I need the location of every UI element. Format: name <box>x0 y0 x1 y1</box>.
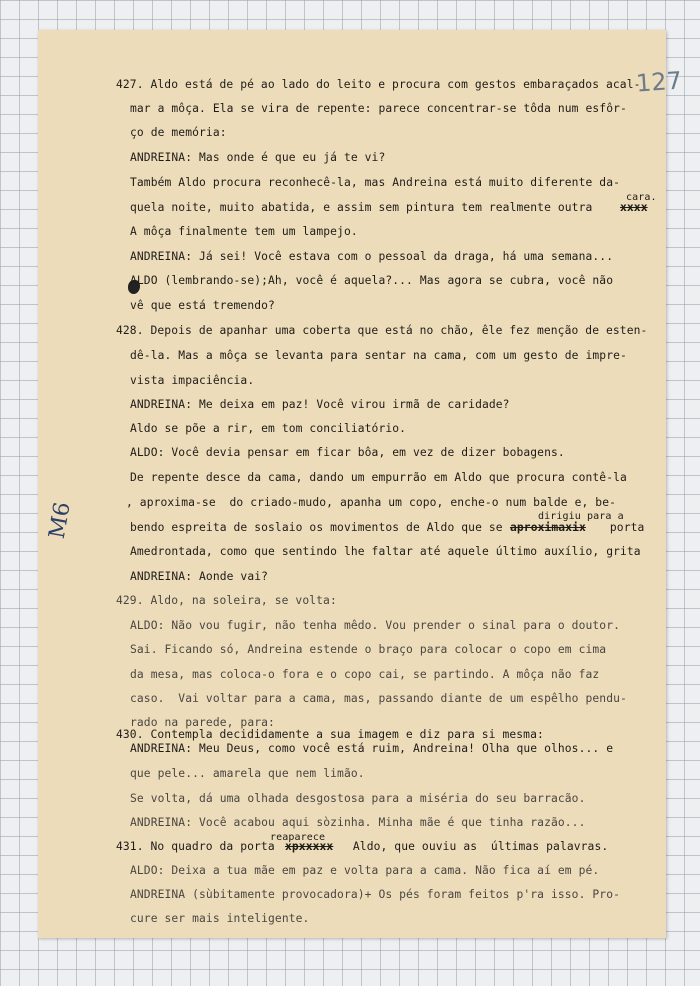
text-line: ANDREINA: Meu Deus, como você está ruim, Andreina! Olha que olhos... e <box>130 742 614 755</box>
text-line: Aldo, que ouviu as últimas palavras. <box>346 840 609 853</box>
text-line: ANDREINA: Aonde vai? <box>130 570 269 583</box>
text-line: vista impaciência. <box>130 374 255 387</box>
text-line: ALDO: Deixa a tua mãe em paz e volta para a cama. Não fica aí em pé. <box>130 864 600 877</box>
struck-out-text: aproximaxix <box>510 521 586 534</box>
text-line: 428. Depois de apanhar uma coberta que está no chão, êle fez menção de esten- <box>116 324 648 337</box>
text-line: Se volta, dá uma olhada desgostosa para a miséria do seu barracão. <box>130 792 586 805</box>
text-line: Também Aldo procura reconhecê-la, mas Andreina está muito diferente da- <box>130 176 620 189</box>
text-line: ANDREINA: Você acabou aqui sòzinha. Minha mãe é que tinha razão... <box>130 816 586 829</box>
text-line: mar a môça. Ela se vira de repente: parece concentrar-se tôda num esfôr- <box>130 102 627 115</box>
text-line: ANDREINA: Já sei! Você estava com o pessoal da draga, há uma semana... <box>130 250 614 263</box>
text-line: dê-la. Mas a môça se levanta para sentar na cama, com um gesto de impre- <box>130 349 627 362</box>
text-line: Amedrontada, como que sentindo lhe faltar até aquele último auxílio, grita <box>130 545 641 558</box>
text-line: De repente desce da cama, dando um empurrão em Aldo que procura contê-la <box>130 471 627 484</box>
text-line: 430. Contempla decididamente a sua imagem e diz para si mesma: <box>116 728 544 741</box>
text-line: Aldo se põe a rir, em tom conciliatório. <box>130 422 407 435</box>
text-line: 431. No quadro da porta <box>116 840 282 853</box>
text-line: Sai. Ficando só, Andreina estende o braço para colocar o copo em cima <box>130 643 607 656</box>
text-line: cure ser mais inteligente. <box>130 912 310 925</box>
text-line: porta <box>603 521 645 534</box>
page-number: 127 <box>635 66 683 98</box>
struck-out-text: xpxxxxx <box>285 840 334 853</box>
text-line: bendo espreita de soslaio os movimentos de Aldo que se <box>130 521 510 534</box>
text-line: da mesa, mas coloca-o fora e o copo cai, se partindo. A môça não faz <box>130 668 600 681</box>
text-line: caso. Vai voltar para a cama, mas, passando diante de um espêlho pendu- <box>130 692 627 705</box>
handwritten-insertion: reaparece <box>270 832 326 843</box>
text-line: ANDREINA: Me deixa em paz! Você virou irmã de caridade? <box>130 398 510 411</box>
text-line: quela noite, muito abatida, e assim sem pintura tem realmente outra <box>130 201 600 214</box>
text-line: ALDO (lembrando-se);Ah, você é aquela?... Mas agora se cubra, você não <box>130 274 614 287</box>
handwritten-insertion: cara. <box>626 192 657 203</box>
text-line: rado na parede, para: <box>130 716 275 729</box>
text-line: 429. Aldo, na soleira, se volta: <box>116 594 337 607</box>
text-line: vê que está tremendo? <box>130 299 275 312</box>
text-line: ANDREINA: Mas onde é que eu já te vi? <box>130 151 386 164</box>
text-line: , aproxima-se do criado-mudo, apanha um copo, enche-o num balde e, be- <box>126 496 616 509</box>
text-line: ANDREINA (sùbitamente provocadora)+ Os pés foram feitos p'ra isso. Pro- <box>130 888 620 901</box>
text-line: ALDO: Você devia pensar em ficar bôa, em vez de dizer bobagens. <box>130 446 565 459</box>
struck-out-text: xxxx <box>620 201 648 214</box>
text-line: ço de memória: <box>130 126 227 139</box>
text-line: 427. Aldo está de pé ao lado do leito e procura com gestos embaraçados acal- <box>116 78 641 91</box>
text-line: A môça finalmente tem um lampejo. <box>130 225 358 238</box>
handwritten-margin-note: M6 <box>44 500 76 541</box>
text-line: ALDO: Não vou fugir, não tenha mêdo. Vou prender o sinal para o doutor. <box>130 619 620 632</box>
typewritten-page <box>38 30 683 938</box>
handwritten-insertion: dirigiu para a <box>538 511 624 522</box>
text-line: que pele... amarela que nem limão. <box>130 767 365 780</box>
